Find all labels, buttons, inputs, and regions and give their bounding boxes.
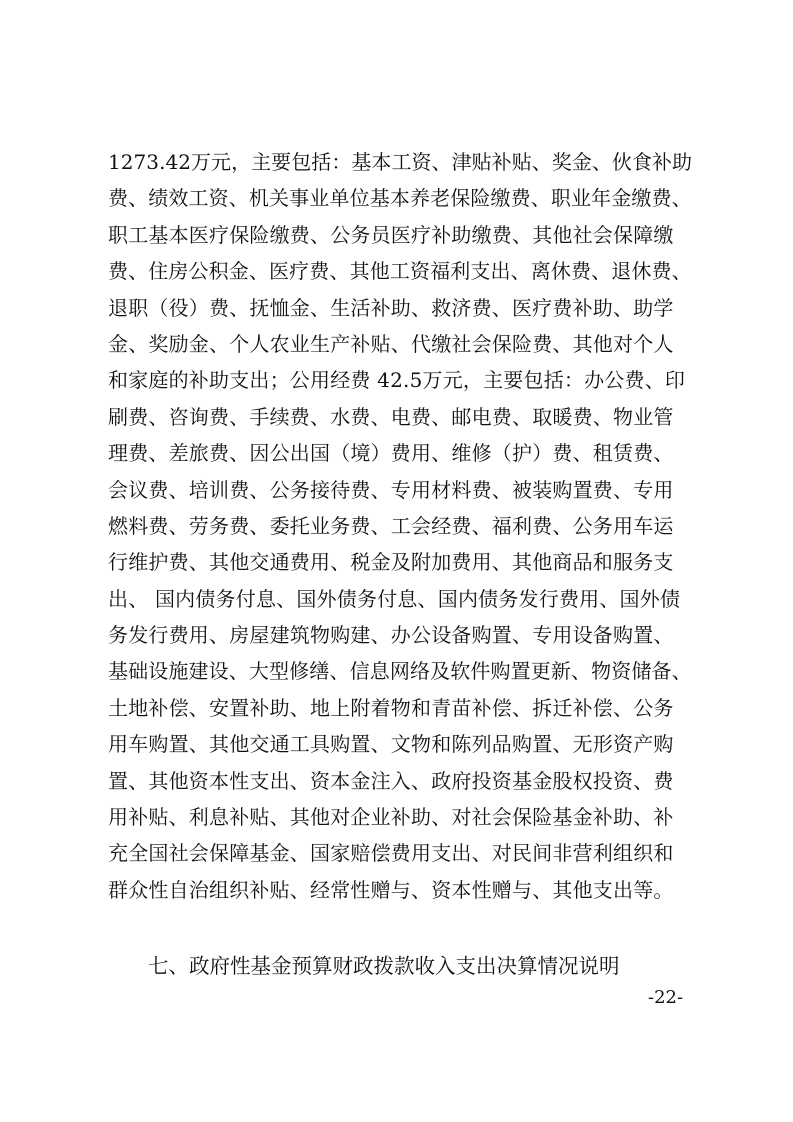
body-paragraph [108,144,692,908]
section-heading: 七、政府性基金预算财政拨款收入支出决算情况说明 [148,954,620,978]
paragraph-line: 土地补偿、安置补助、地上附着物和青苗补偿、拆迁补偿、公务 [108,695,674,720]
page-number: -22- [648,987,684,1008]
paragraph-line: 刷费、咨询费、手续费、水费、电费、邮电费、取暖费、物业管 [108,404,674,429]
paragraph-line: 金、奖励金、个人农业生产补贴、代缴社会保险费、其他对个人 [108,331,674,356]
paragraph-line: 基础设施建设、大型修缮、信息网络及软件购置更新、物资储备、 [108,659,692,684]
paragraph-line: 置、其他资本性支出、资本金注入、政府投资基金股权投资、费 [108,768,674,793]
paragraph-line: 1273.42万元，主要包括：基本工资、津贴补贴、奖金、伙食补助 [108,150,693,174]
paragraph-line: 燃料费、劳务费、委托业务费、工会经费、福利费、公务用车运 [108,513,674,538]
paragraph-line: 用补贴、利息补贴、其他对企业补助、对社会保险基金补助、补 [108,805,674,830]
paragraph-line: 理费、差旅费、因公出国（境）费用、维修（护）费、租赁费、 [108,441,674,466]
paragraph-line: 充全国社会保障基金、国家赔偿费用支出、对民间非营利组织和 [108,841,674,866]
paragraph-line: 费、住房公积金、医疗费、其他工资福利支出、离休费、退休费、 [108,259,692,284]
paragraph-line: 用车购置、其他交通工具购置、文物和陈列品购置、无形资产购 [108,732,674,757]
paragraph-line: 和家庭的补助支出；公用经费 42.5万元，主要包括：办公费、印 [108,368,686,393]
paragraph-line: 群众性自治组织补贴、经常性赠与、资本性赠与、其他支出等。 [108,877,674,902]
paragraph-line: 行维护费、其他交通费用、税金及附加费用、其他商品和服务支 [108,550,674,575]
paragraph-line: 职工基本医疗保险缴费、公务员医疗补助缴费、其他社会保障缴 [108,222,674,247]
paragraph-line: 会议费、培训费、公务接待费、专用材料费、被装购置费、专用 [108,477,674,502]
paragraph-line: 退职（役）费、抚恤金、生活补助、救济费、医疗费补助、助学 [108,295,674,320]
paragraph-line: 费、绩效工资、机关事业单位基本养老保险缴费、职业年金缴费、 [108,186,692,211]
paragraph-line: 务发行费用、房屋建筑物购建、办公设备购置、专用设备购置、 [108,623,674,648]
paragraph-line: 出、 国内债务付息、国外债务付息、国内债务发行费用、国外债 [108,586,681,611]
